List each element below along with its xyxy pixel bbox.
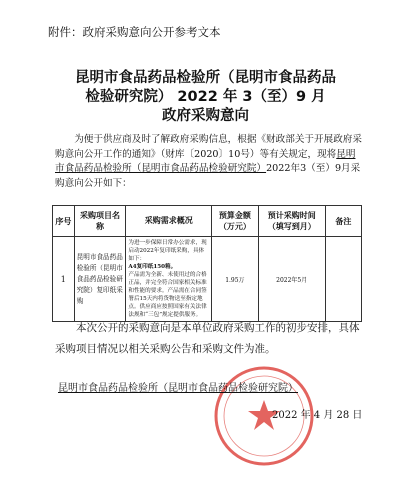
cell-requirements <box>126 237 212 322</box>
cell-budget: 1.95万 <box>212 237 259 322</box>
procurement-table <box>52 205 362 322</box>
header-requirements: 采购需求概况 <box>126 206 212 237</box>
req-intro: 为进一步保障日常办公需求，现启动2022年复印纸采购，具体如下： <box>128 240 207 262</box>
table-row <box>53 237 362 322</box>
intro-org-name: 昆明市食品药品检验所（昆明市食品药品检验研究院） <box>55 148 356 174</box>
cell-note <box>325 237 361 322</box>
signature-org: 昆明市食品药品检验所（昆明市食品药品检验研究院） <box>58 383 298 394</box>
header-no: 序号 <box>53 206 75 237</box>
cell-time: 2022年5月 <box>258 237 325 322</box>
attachment-label: 附件：政府采购意向公开参考文本 <box>48 25 221 39</box>
cell-no: 1 <box>53 237 75 322</box>
header-budget: 预算金额（万元） <box>212 206 259 237</box>
document-title-line-1: 昆明市食品药品检验所（昆明市食品药品 <box>75 70 336 86</box>
document-title-line-2: 检验研究院） 2022 年 3（至）9 月 <box>85 89 326 105</box>
intro-text-2: 2022年3（至）9月采购意向公开如下： <box>55 163 361 189</box>
header-note: 备注 <box>325 206 361 237</box>
intro-paragraph <box>55 133 365 191</box>
closing-paragraph: 本次公开的采购意向是本单位政府采购工作的初步安排，具体采购项目情况以相关采购公告和采购文件为准。 <box>55 322 360 355</box>
document-title-line-3: 政府采购意向 <box>162 108 249 124</box>
cell-project-name: 昆明市食品药品检验所（昆明市食品药品检验研究院）复印纸采购 <box>74 237 126 322</box>
table-header-row <box>53 206 362 237</box>
header-project-name: 采购项目名称 <box>74 206 126 237</box>
req-detail: 产品需为全新、未使用过的合格正品，并完全符合国家相关标准和性能的要求。产品需在合同签署后15天内将货物送至指定地点。供应商应按照国家有关法律法规和“三包”规定提供服务。 <box>128 272 207 318</box>
req-item: A4复印纸150箱。 <box>128 264 177 270</box>
signature-date: 2022 年 4 月 28 日 <box>272 410 363 421</box>
header-time: 预计采购时间（填写到月） <box>258 206 325 237</box>
intro-text-1: 为便于供应商及时了解政府采购信息，根据《财政部关于开展政府采购意向公开工作的通知》（财库〔2020〕10号）等有关规定，现将 <box>55 134 362 160</box>
